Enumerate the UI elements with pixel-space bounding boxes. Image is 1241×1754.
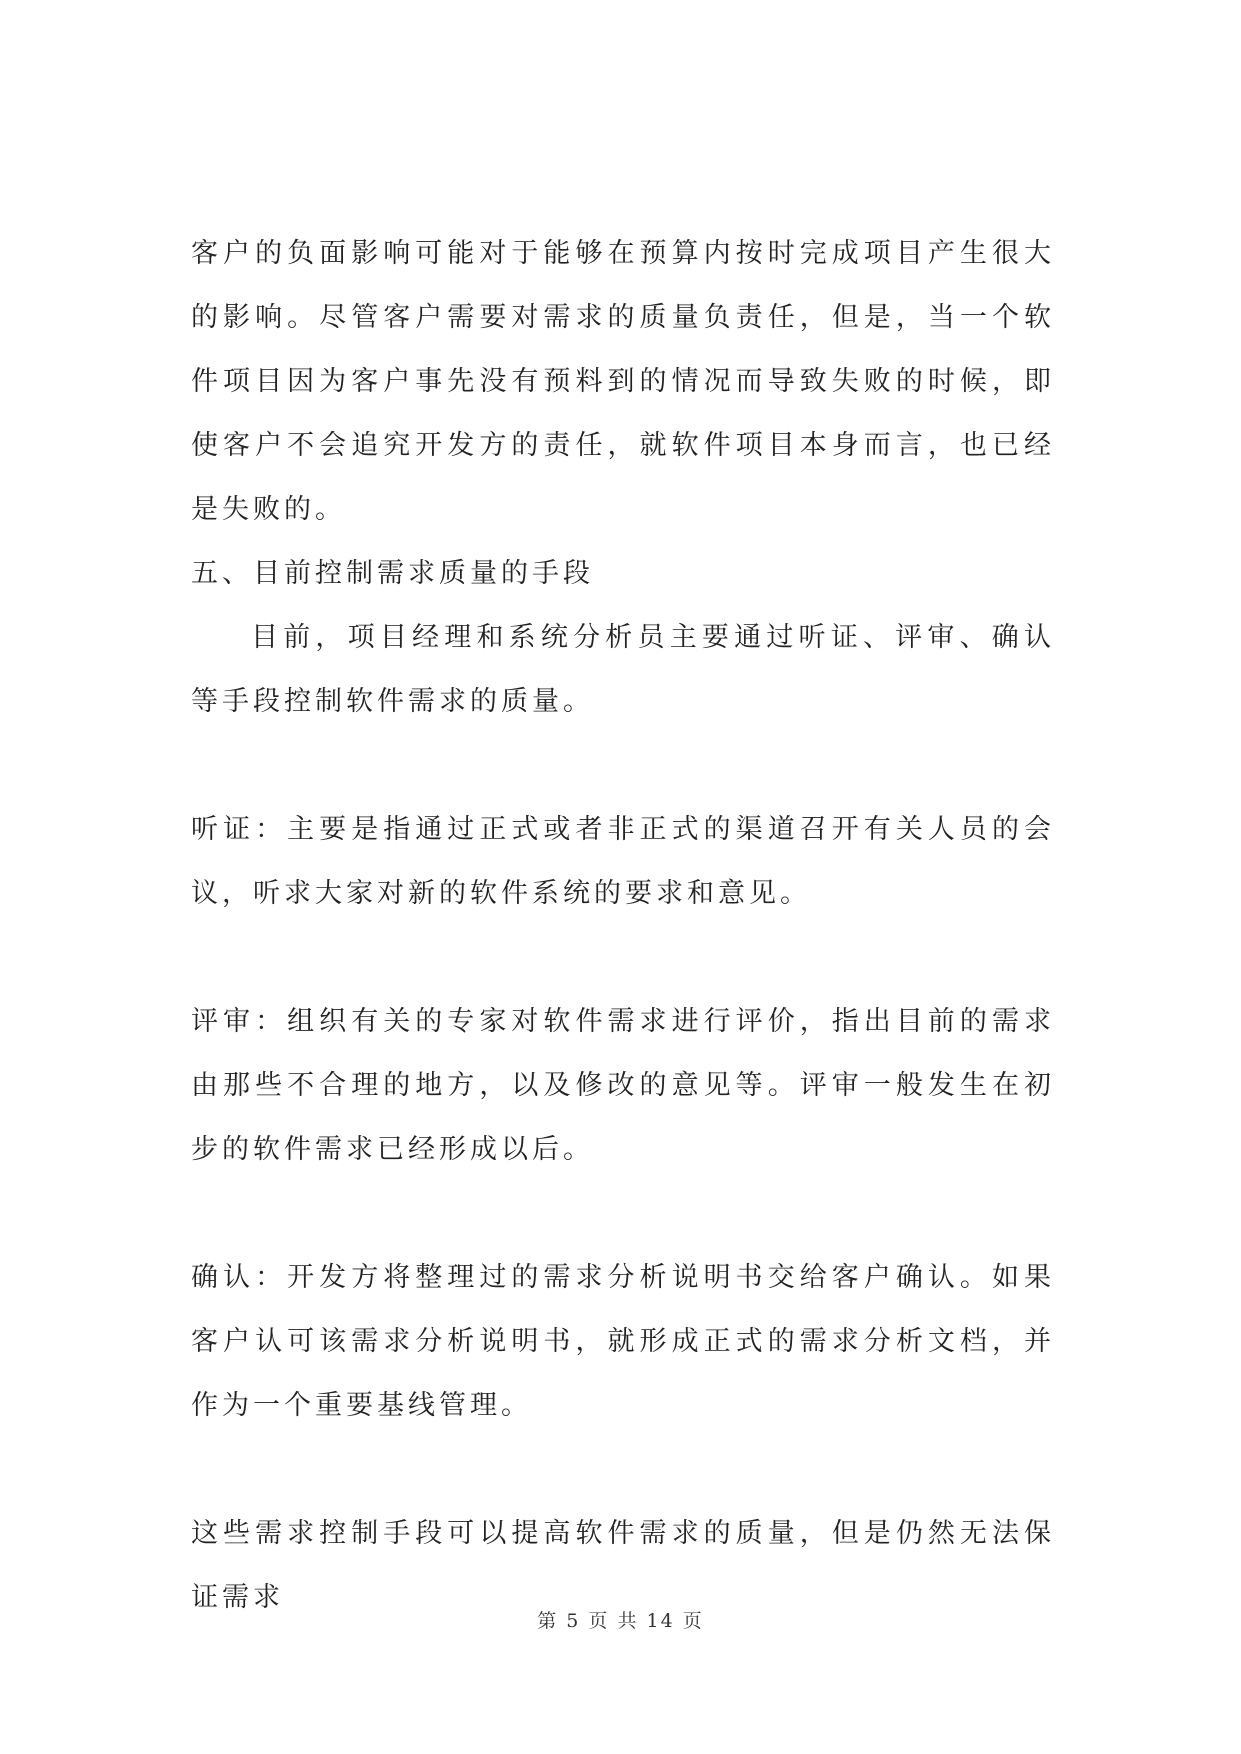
section-heading-5: 五、目前控制需求质量的手段 [191,558,594,589]
paragraph-review: 评审：组织有关的专家对软件需求进行评价，指出目前的需求由那些不合理的地方，以及修改的意见等。评审一般发生在初步的软件需求已经形成以后。 [191,1006,1055,1165]
paragraph-current-methods: 目前，项目经理和系统分析员主要通过听证、评审、确认等手段控制软件需求的质量。 [191,622,1055,717]
paragraph-customer-impact: 客户的负面影响可能对于能够在预算内按时完成项目产生很大的影响。尽管客户需要对需求的质量负责任，但是，当一个软件项目因为客户事先没有预料到的情况而导致失败的时候，即使客户不会追究开发方的责任，就软件项目本身而言，也已经是失败的。 [191,238,1055,525]
paragraph-control-limits: 这些需求控制手段可以提高软件需求的质量，但是仍然无法保证需求 [191,1518,1055,1613]
paragraph-hearing: 听证：主要是指通过正式或者非正式的渠道召开有关人员的会议，听求大家对新的软件系统的要求和意见。 [191,814,1055,909]
page-number-footer: 第 5 页 共 14 页 [537,1610,704,1632]
paragraph-confirmation: 确认：开发方将整理过的需求分析说明书交给客户确认。如果客户认可该需求分析说明书，就形成正式的需求分析文档，并作为一个重要基线管理。 [191,1262,1055,1421]
